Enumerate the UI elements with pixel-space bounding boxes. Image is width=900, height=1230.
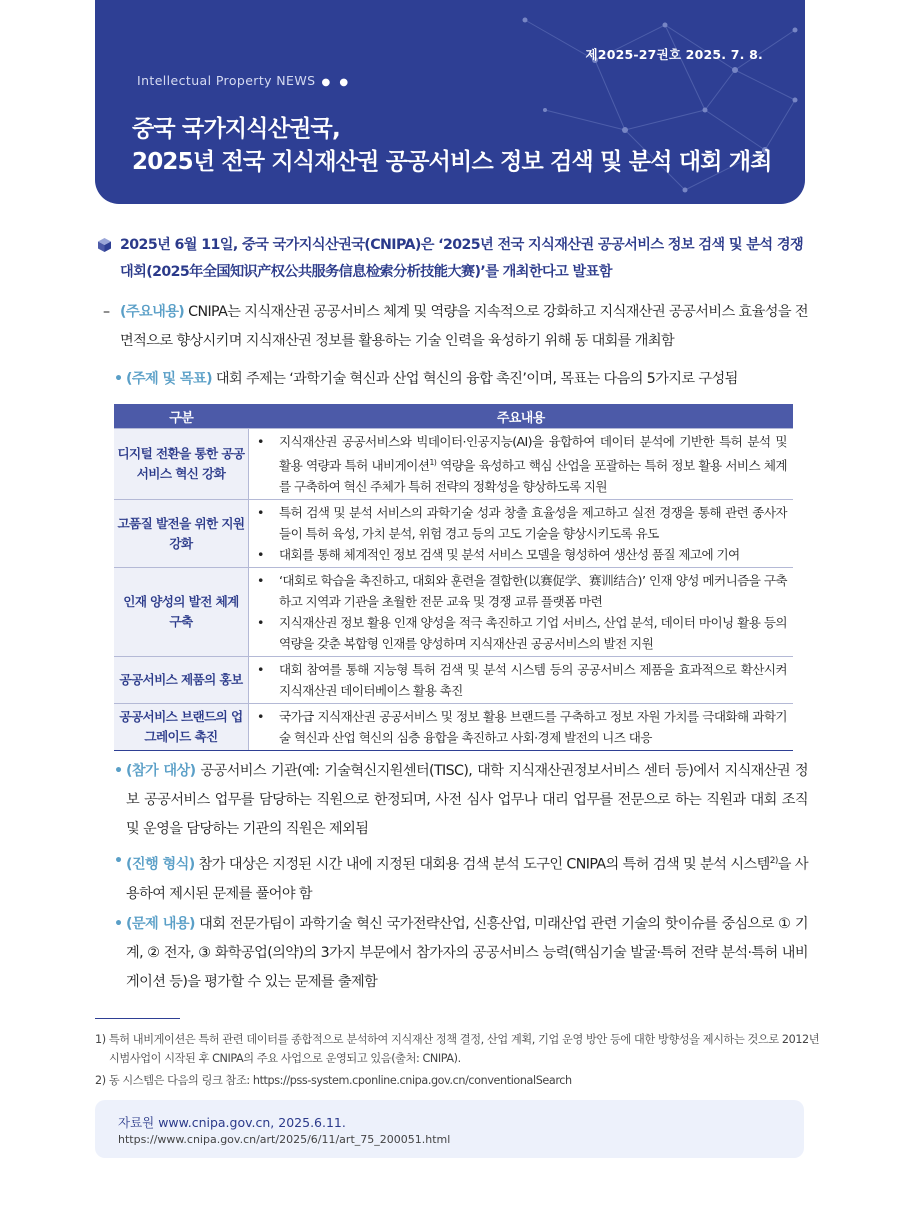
row-category: 디지털 전환을 통한 공공서비스 혁신 강화 [114,429,249,500]
problems-tag: (문제 내용) [126,916,195,932]
cube-bullet-icon [98,238,111,252]
header-category: 구분 [114,404,249,429]
list-item: • 특허 검색 및 분석 서비스의 과학기술 성과 창출 효율성을 제고하고 실전 경쟁을 통해 관련 종사자들이 특허 육성, 가치 분석, 위험 경고 등의 고도 기술을 향상시키도록 유도 [257,505,787,542]
source-url[interactable]: https://www.cnipa.gov.cn/art/2025/6/11/art_75_200051.html [118,1133,451,1146]
footnote-1: 1) 특허 내비게이션은 특허 관련 데이터를 종합적으로 분석하여 지식재산 정책 결정, 산업 계획, 기업 운영 방안 등에 대한 방향성을 제시하는 것으로 2012년 시범사업이 시작된 후 CNIPA의 주요 사업으로 운영되고 있음(출처: CNIPA). [95,1033,820,1065]
theme-paragraph [126,365,808,394]
list-item: • 대회 참여를 통해 지능형 특허 검색 및 분석 시스템 등의 공공서비스 제품을 효과적으로 확산시켜 지식재산권 데이터베이스 활용 촉진 [257,662,787,699]
footnote-2: 2) 동 시스템은 다음의 링크 참조: https://pss-system.cponline.cnipa.gov.cn/conventionalSearch [95,1074,572,1087]
bullet-marker: • [114,371,123,387]
footnote-divider [95,1018,180,1019]
row-content [249,657,794,704]
issue-number: 제2025-27권호 2025. 7. 8. [585,47,763,62]
newsletter-brand [137,73,351,88]
brand-dots-icon: ● ● [321,77,352,88]
list-item: • 지식재산권 정보 활용 인재 양성을 적극 촉진하고 기업 서비스, 산업 분석, 데이터 마이닝 활용 등의 역량을 갖춘 복합형 인재를 양성하며 지식재산권 공공서비스의 발전 지원 [257,615,787,652]
main-content-text: CNIPA는 지식재산권 공공서비스 체계 및 역량을 지속적으로 강화하고 지식재산권 공공서비스 효율성을 전면적으로 향상시키며 지식재산권 정보를 활용하는 기술 인력을 육성하기 위해 동 대회를 개최함 [120,304,808,349]
item-text-cont: 역량을 육성하고 핵심 산업을 포괄하는 특허 정보 활용 서비스 체계를 구축하여 혁신 주체가 특허 전략의 정확성을 향상하도록 지원 [279,458,787,495]
table-row [114,429,793,500]
problems-paragraph [126,910,808,997]
header-banner [95,0,805,204]
row-content [249,704,794,751]
list-item: • ‘대회로 학습을 촉진하고, 대회와 훈련을 결합한(以赛促学、赛训结合)’ 인재 양성 메커니즘을 구축하고 지역과 기관을 초월한 전문 교육 및 경쟁 교류 플랫폼 마련 [257,573,787,610]
row-category: 공공서비스 브랜드의 업그레이드 촉진 [114,704,249,751]
dash-marker: – [103,304,110,320]
list-item: • 대회를 통해 체계적인 정보 검색 및 분석 서비스 모델을 형성하여 생산성 품질 제고에 기여 [257,547,740,563]
problems-text: 대회 전문가팀이 과학기술 혁신 국가전략산업, 신흥산업, 미래산업 관련 기술의 핫이슈를 중심으로 ① 기계, ② 전자, ③ 화학공업(의약)의 3가지 부문에서 참가자의 공공서비스 능력(핵심기술 발굴·특허 전략 분석·특허 내비게이션 등)을 평가할 수 있는 문제를 출제함 [126,916,808,990]
participants-text: 공공서비스 기관(예: 기술혁신지원센터(TISC), 대학 지식재산권정보서비스 센터 등)에서 지식재산권 정보 공공서비스 업무를 담당하는 직원으로 한정되며, 사전 심사 업무나 대리 업무를 전문으로 하는 직원과 대회 조직 및 운영을 담당하는 기관의 직원은 제외됨 [126,763,809,837]
row-category: 고품질 발전을 위한 지원 강화 [114,500,249,568]
table-row [114,704,793,751]
bullet-marker: • [114,853,123,869]
header-content: 주요내용 [249,404,794,429]
row-content [249,500,794,568]
item-text: 지식재산권 공공서비스와 빅데이터·인공지능(AI)을 융합하여 데이터 분석에 기반한 특허 분석 및 활용 역량과 특허 내비게이션 [279,434,787,474]
brand-text: Intellectual Property NEWS [137,73,316,88]
list-item: • 국가급 지식재산권 공공서비스 및 정보 활용 브랜드를 구축하고 정보 자원 가치를 극대화해 과학기술 혁신과 산업 혁신의 심층 융합을 촉진하고 사회·경제 발전의 니즈 대응 [257,709,787,746]
table-header-row [114,404,793,429]
title-line-1: 중국 국가지식산권국, [132,116,340,142]
participants-paragraph [126,757,808,844]
format-text-cont: 을 사용하여 제시된 문제를 풀어야 함 [126,856,809,902]
footnote-ref: 1) [429,458,437,467]
main-content-paragraph [120,298,808,356]
title-line-2: 2025년 전국 지식재산권 공공서비스 정보 검색 및 분석 대회 개최 [132,149,772,175]
row-category: 인재 양성의 발전 체계 구축 [114,568,249,657]
format-text: 참가 대상은 지정된 시간 내에 지정된 대회용 검색 분석 도구인 CNIPA의 특허 검색 및 분석 시스템 [194,856,770,873]
table-row [114,657,793,704]
row-content [249,429,794,500]
source-box [95,1100,804,1158]
footnote-ref: 2) [769,856,778,866]
table-row [114,500,793,568]
row-content [249,568,794,657]
source-main: 자료원 www.cnipa.gov.cn, 2025.6.11. [118,1115,346,1130]
row-category: 공공서비스 제품의 홍보 [114,657,249,704]
table-row [114,568,793,657]
theme-text: 대회 주제는 ‘과학기술 혁신과 산업 혁신의 융합 촉진’이며, 목표는 다음의 5가지로 구성됨 [211,371,738,387]
bullet-marker: • [114,763,123,779]
lead-summary: 2025년 6월 11일, 중국 국가지식산권국(CNIPA)은 ‘2025년 전국 지식재산권 공공서비스 정보 검색 및 분석 경쟁 대회(2025年全国知识产权公共服务信息检索分析技能大赛)’를 개최한다고 발표함 [120,237,804,280]
bullet-marker: • [114,916,123,932]
theme-tag: (주제 및 목표) [126,371,212,387]
main-content-tag: (주요내용) [120,304,185,320]
list-item: • 지식재산권 공공서비스와 빅데이터·인공지능(AI)을 융합하여 데이터 분석에 기반한 특허 분석 및 활용 역량과 특허 내비게이션$^{1)}$ 역량을 육성하고 핵심 산업을 포괄하는 특허 정보 활용 서비스 체계를 구축하여 혁신 주체가 특허 전략의 정확성을 향상하도록 지원 [257,434,787,495]
participants-tag: (참가 대상) [126,763,196,779]
page-title [132,113,792,179]
format-tag: (진행 형식) [126,856,195,873]
format-paragraph [126,847,808,909]
goals-table [114,404,793,751]
